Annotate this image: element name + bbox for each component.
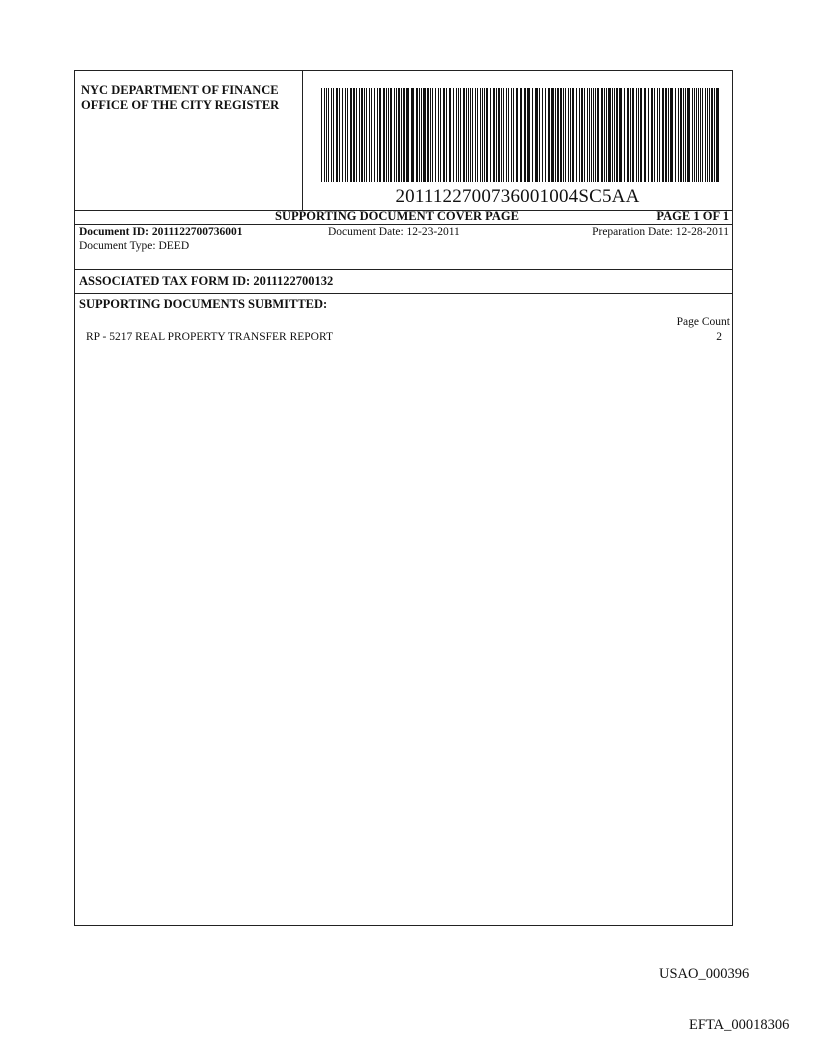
office-block — [75, 71, 303, 210]
preparation-date: Preparation Date: 12-28-2011 — [592, 226, 729, 238]
barcode-number: 2011122700736001004SC5AA — [395, 186, 640, 207]
bates-number-2: EFTA_00018306 — [689, 1017, 790, 1033]
cover-title: SUPPORTING DOCUMENT COVER PAGE — [275, 209, 519, 223]
cover-page-frame — [74, 70, 733, 926]
document-type: Document Type: DEED — [79, 240, 190, 252]
office-line-2: OFFICE OF THE CITY REGISTER — [81, 98, 280, 112]
bates-number-1: USAO_000396 — [659, 966, 750, 982]
submitted-doc-name: RP - 5217 REAL PROPERTY TRANSFER REPORT — [86, 331, 333, 343]
document-info — [75, 225, 732, 270]
tax-form-row — [75, 270, 732, 294]
document-date: Document Date: 12-23-2011 — [328, 226, 460, 238]
header-row — [75, 71, 732, 211]
document-id: Document ID: 2011122700736001 — [79, 226, 243, 238]
submitted-doc-count: 2 — [716, 331, 722, 343]
barcode-area — [303, 71, 732, 210]
tax-form-id: ASSOCIATED TAX FORM ID: 2011122700132 — [79, 274, 334, 288]
barcode-image — [321, 88, 721, 182]
page-indicator: PAGE 1 OF 1 — [656, 209, 729, 223]
submitted-heading: SUPPORTING DOCUMENTS SUBMITTED: — [79, 297, 328, 311]
office-line-1: NYC DEPARTMENT OF FINANCE — [81, 83, 279, 97]
cover-title-row — [75, 210, 732, 225]
page-count-header: Page Count — [676, 316, 730, 328]
